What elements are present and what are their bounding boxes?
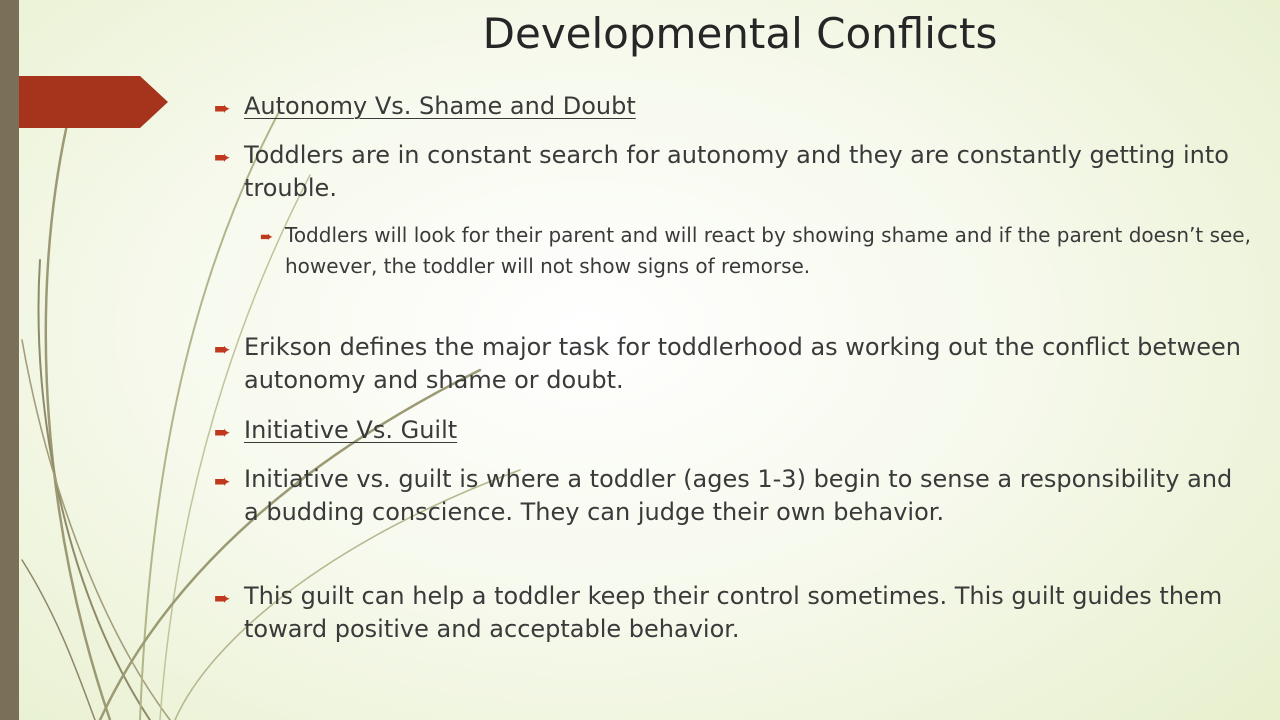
bullet-text: This guilt can help a toddler keep their control sometimes. This guilt guides them toward positive and acceptable behavior.	[244, 582, 1223, 643]
bullet-item	[214, 90, 1254, 123]
arrow-right-icon: ➨	[214, 96, 231, 120]
bullet-item	[214, 580, 1254, 646]
bullet-item	[214, 139, 1254, 205]
arrow-right-icon: ➨	[214, 469, 231, 493]
bullet-item	[214, 463, 1254, 529]
stem-line	[46, 120, 110, 720]
bullet-text-heading: Autonomy Vs. Shame and Doubt	[244, 92, 636, 120]
arrow-right-icon: ➨	[260, 227, 274, 246]
bullet-item	[214, 414, 1254, 447]
accent-arrow-shape	[19, 76, 168, 128]
bullet-text: Toddlers are in constant search for autonomy and they are constantly getting into trouble.	[244, 141, 1229, 202]
arrow-right-icon: ➨	[214, 145, 231, 169]
arrow-right-icon: ➨	[214, 420, 231, 444]
bullet-text: Erikson defines the major task for toddlerhood as working out the conflict between autonomy and shame or doubt.	[244, 333, 1241, 394]
bullet-text-heading: Initiative Vs. Guilt	[244, 416, 458, 444]
arrow-right-icon: ➨	[214, 337, 231, 361]
stem-line	[22, 340, 170, 720]
sub-bullet-text: Toddlers will look for their parent and will react by showing shame and if the parent doesn’t see, however, the toddler will not show signs of remorse.	[285, 223, 1251, 278]
slide-title: Developmental Conflicts	[482, 9, 998, 58]
sub-bullet-item	[260, 220, 1260, 282]
bullet-text: Initiative vs. guilt is where a toddler (ages 1-3) begin to sense a responsibility and a budding conscience. They can judge their own behavior.	[244, 465, 1233, 526]
bullet-item	[214, 331, 1254, 397]
arrow-right-icon: ➨	[214, 586, 231, 610]
